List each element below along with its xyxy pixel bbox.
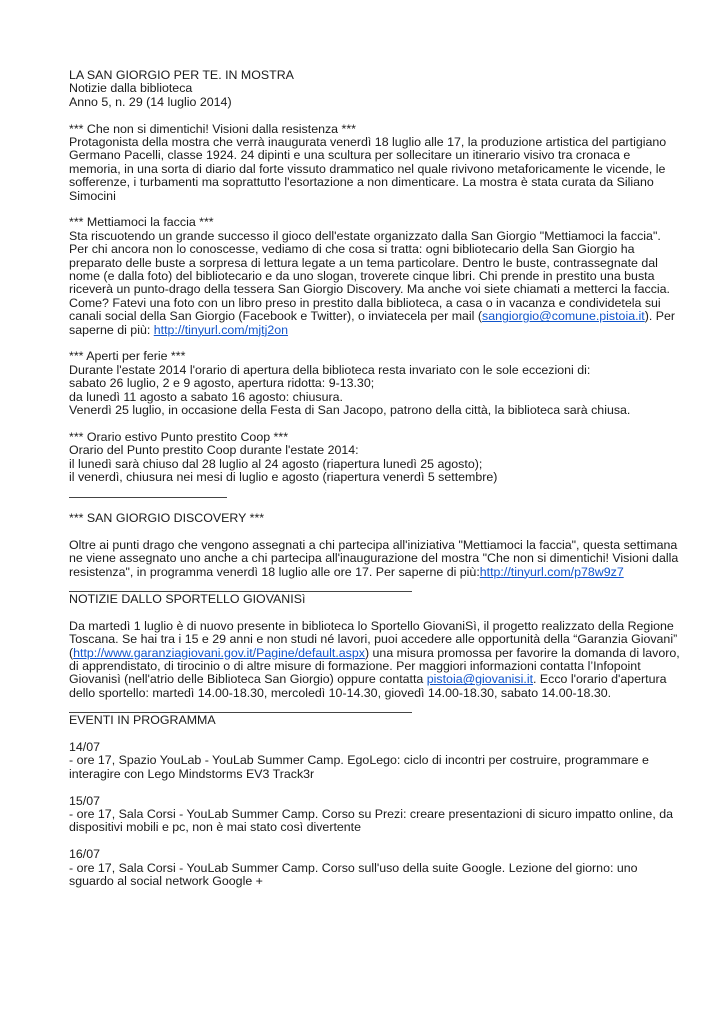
paragraph-line xyxy=(69,673,669,686)
newsletter-page xyxy=(69,68,680,888)
email-link-giovanisi[interactable]: pistoia@giovanisi.it xyxy=(426,672,534,687)
newsletter-title: LA SAN GIORGIO PER TE. IN MOSTRA xyxy=(69,68,294,82)
paragraph-line: Sta riscuotendo un grande successo il gioco dell'estate organizzato dalla San Giorgio "Mettiamoci la faccia". xyxy=(69,228,661,243)
paragraph-line: Germano Pacelli, classe 1924. 24 dipinti e una scultura per sollecitare un itinerario visivo tra cronaca e xyxy=(69,148,631,163)
section-heading-discovery: *** SAN GIORGIO DISCOVERY *** xyxy=(69,510,265,525)
paragraph-line: nome (e dalla foto) del bibliotecario e da uno slogan, troverete cinque libri. Chi prende in prestito una busta xyxy=(69,269,655,284)
divider xyxy=(69,579,412,592)
event-line: - ore 17, Sala Corsi - YouLab Summer Camp. Corso sull'uso della suite Google. Lezione del giorno: uno xyxy=(69,860,638,875)
paragraph-line xyxy=(69,645,680,660)
text: canali social della San Giorgio (Facebook e Twitter), o inviatecela per mail ( xyxy=(69,309,482,324)
newsletter-subtitle: Notizie dalla biblioteca xyxy=(69,81,193,96)
paragraph-line: Oltre ai punti drago che vengono assegnati a chi partecipa all'iniziativa "Mettiamoci la faccia", questa settimana xyxy=(69,537,678,552)
section-heading-giovanisi: NOTIZIE DALLO SPORTELLO GIOVANISì xyxy=(69,591,306,606)
paragraph-line: Venerdì 25 luglio, in occasione della Festa di San Jacopo, patrono della città, la biblioteca sarà chiusa. xyxy=(69,403,631,418)
text: . Ecco l'orario d'apertura xyxy=(533,672,667,687)
text: ). Per xyxy=(644,309,676,324)
paragraph-line xyxy=(69,324,669,337)
issue-info: Anno 5, n. 29 (14 luglio 2014) xyxy=(69,94,232,109)
paragraph-line: di apprendistato, di tirocinio o di altre misure di formazione. Per maggiori informazioni contatta l’Infopoint xyxy=(69,658,641,673)
section-heading-eventi: EVENTI IN PROGRAMMA xyxy=(69,713,216,728)
paragraph-line: Come? Fatevi una foto con un libro preso in prestito dalla biblioteca, a casa o in vacanza e condividetela sui xyxy=(69,295,661,310)
event-date: 16/07 xyxy=(69,847,101,862)
paragraph-line: sofferenze, i turbamenti ma soprattutto l'esortazione a non dimenticare. La mostra è stata curata da Siliano xyxy=(69,175,654,190)
event-line: - ore 17, Sala Corsi - YouLab Summer Camp. Corso su Prezi: creare presentazioni di sicuro impatto online, da xyxy=(69,806,673,821)
text: resistenza", in programma venerdì 18 luglio alle ore 17. Per saperne di più: xyxy=(69,564,480,579)
paragraph-line: riceverà un punto-drago della tessera San Giorgio Discovery. Ma anche voi siete chiamati a metterci la faccia. xyxy=(69,282,670,297)
paragraph-line: ne viene assegnato uno anche a chi partecipa all'inaugurazione del mostra "Che non si dimentichi! Visioni dalla xyxy=(69,551,679,566)
paragraph-line: Protagonista della mostra che verrà inaugurata venerdì 18 luglio alle 17, la produzione artistica del partigiano xyxy=(69,135,667,150)
section-heading-mostra: *** Che non si dimentichi! Visioni dalla resistenza *** xyxy=(69,121,356,136)
event-line: interagire con Lego Mindstorms EV3 Track3r xyxy=(69,766,315,781)
event-date: 15/07 xyxy=(69,793,101,808)
tinyurl-link-mjtj2on[interactable]: http://tinyurl.com/mjtj2on xyxy=(153,322,289,337)
paragraph-line: sabato 26 luglio, 2 e 9 agosto, apertura ridotta: 9-13.30; xyxy=(69,376,375,391)
section-heading-mettiamoci: *** Mettiamoci la faccia *** xyxy=(69,215,214,230)
paragraph-line: preparato delle buste a sorpresa di lettura legate a un tema particolare. Dentro le buste, contrassegnate dal xyxy=(69,255,658,270)
garanziagiovani-link[interactable]: http://www.garanziagiovani.gov.it/Pagine/default.aspx xyxy=(73,645,365,660)
paragraph-line: memoria, in una sorta di diario dal forte vissuto drammatico nel quale rivivono metaforicamente le vicende, le xyxy=(69,161,666,176)
divider xyxy=(69,700,412,713)
event-date: 14/07 xyxy=(69,739,101,754)
tinyurl-link-p78w9z7[interactable]: http://tinyurl.com/p78w9z7 xyxy=(479,564,624,579)
text: saperne di più: xyxy=(69,322,154,337)
divider xyxy=(69,485,227,498)
text: Giovanisì (nell'atrio delle Biblioteca San Giorgio) oppure contatta xyxy=(69,672,427,687)
paragraph-line: Simocini xyxy=(69,188,116,203)
paragraph-line: Toscana. Se hai tra i 15 e 29 anni e non studi né lavori, puoi accedere alle opportunità della “Garanzia Giovani” xyxy=(69,632,678,647)
text: ( xyxy=(69,645,74,660)
paragraph-line: Durante l'estate 2014 l'orario di apertura della biblioteca resta invariato con le sole eccezioni di: xyxy=(69,362,591,377)
paragraph-line: Per chi ancora non lo conoscesse, vediamo di che cosa si tratta: ogni bibliotecario della San Giorgio ha xyxy=(69,242,635,257)
section-heading-ferie: *** Aperti per ferie *** xyxy=(69,349,186,364)
event-line: - ore 17, Spazio YouLab - YouLab Summer Camp. EgoLego: ciclo di incontri per costruire, programmare e xyxy=(69,753,649,768)
text: ) una misura promossa per favorire la domanda di lavoro, xyxy=(364,645,680,660)
paragraph-line: Da martedì 1 luglio è di nuovo presente in biblioteca lo Sportello GiovaniSì, il progetto realizzato della Regione xyxy=(69,618,674,633)
section-heading-coop: *** Orario estivo Punto prestito Coop *** xyxy=(69,429,289,444)
paragraph-line: dello sportello: martedì 14.00-18.30, mercoledì 10-14.30, giovedì 14.00-18.30, sabato 14.00-18.30. xyxy=(69,685,612,700)
paragraph-line: il venerdì, chiusura nei mesi di luglio e agosto (riapertura venerdì 5 settembre) xyxy=(69,470,498,485)
paragraph-line xyxy=(69,309,676,324)
event-line: dispositivi mobili e pc, non è mai stato così divertente xyxy=(69,820,362,835)
paragraph-line: il lunedì sarà chiuso dal 28 luglio al 24 agosto (riapertura lunedì 25 agosto); xyxy=(69,456,483,471)
paragraph-line xyxy=(69,566,669,579)
event-line: sguardo al social network Google + xyxy=(69,874,263,888)
paragraph-line: da lunedì 11 agosto a sabato 16 agosto: chiusura. xyxy=(69,389,343,404)
paragraph-line: Orario del Punto prestito Coop durante l'estate 2014: xyxy=(69,443,359,458)
email-link-sangiorgio[interactable]: sangiorgio@comune.pistoia.it xyxy=(482,309,645,324)
